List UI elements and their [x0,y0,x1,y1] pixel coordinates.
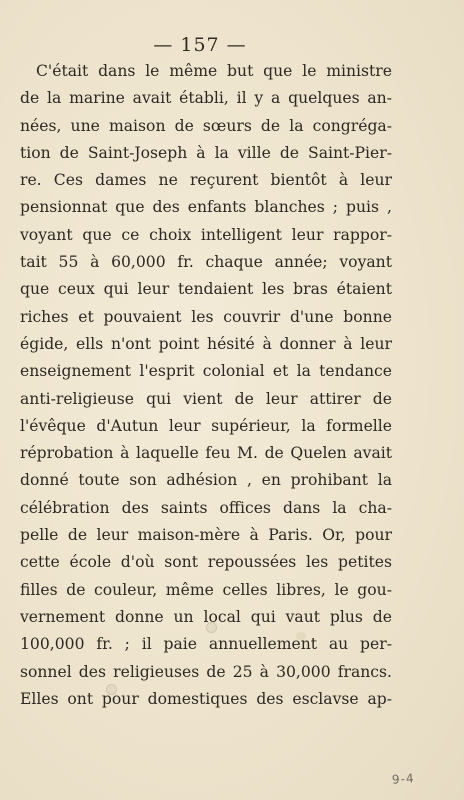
text-line: 100,000 fr. ; il paie annuellement au per- [20,635,392,654]
text-line: tion de Saint-Joseph à la ville de Saint-Pier- [20,143,392,162]
text-line: donné toute son adhésion , en prohibant la [20,471,392,490]
text-line: C'était dans le même but que le ministre [36,62,392,80]
text-line: pelle de leur maison-mère à Paris. Or, pour [20,526,392,545]
text-line: cette école d'où sont repoussées les petites [20,553,392,572]
text-line: filles de couleur, même celles libres, le gou- [20,580,392,599]
handwritten-note: 9-4 [391,771,416,787]
text-line: égide, ells n'ont point hésité à donner à leur [20,334,392,353]
text-line: célébration des saints offices dans la cha- [20,498,392,517]
text-line: riches et pouvaient les couvrir d'une bonne [20,307,392,326]
text-line: voyant que ce choix intelligent leur rappor- [20,225,392,244]
text-line: re. Ces dames ne reçurent bientôt à leur [20,171,392,190]
text-line: réprobation à laquelle feu M. de Quelen avait [20,444,392,463]
text-line: que ceux qui leur tendaient les bras étaient [20,280,392,299]
text-line: pensionnat que des enfants blanches ; puis , [20,198,392,217]
text-line: nées, une maison de sœurs de la congréga- [20,116,392,135]
text-line: de la marine avait établi, il y a quelques an- [20,89,392,108]
text-line: vernement donne un local qui vaut plus de [20,607,392,626]
text-line: enseignement l'esprit colonial et la tendance [20,362,392,381]
page-number: — 157 — [153,34,247,56]
text-line: anti-religieuse qui vient de leur attirer de [20,389,392,408]
text-line: sonnel des religieuses de 25 à 30,000 francs. [20,662,392,681]
text-line: Elles ont pour domestiques des esclavse ap- [20,689,392,708]
text-line: tait 55 à 60,000 fr. chaque année; voyant [20,253,392,272]
text-line: l'évêque d'Autun leur supérieur, la formelle [20,416,392,435]
body-text [20,58,392,713]
